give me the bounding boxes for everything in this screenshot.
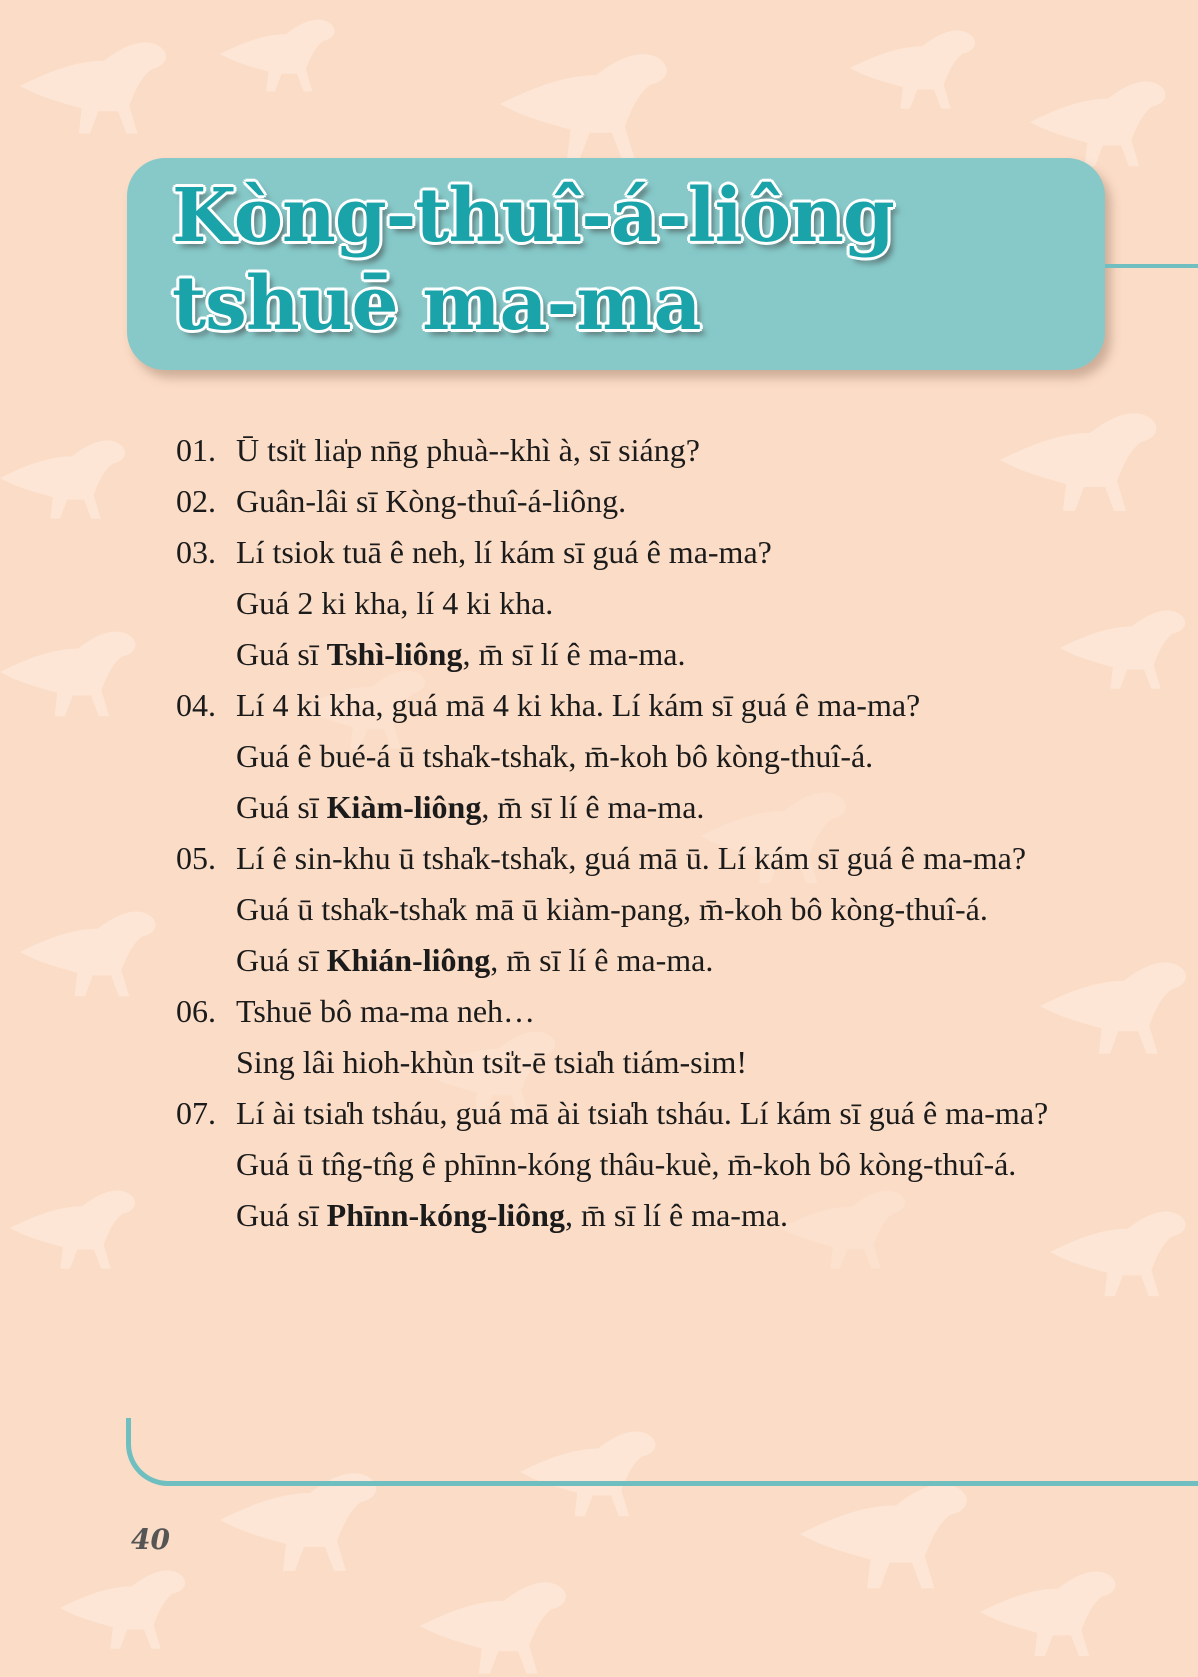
text-segment: Lí tsiok tuā ê neh, lí kám sī guá ê ma-ma? <box>236 534 772 570</box>
list-item <box>176 986 1090 1088</box>
item-body <box>236 476 1090 527</box>
text-segment: Guá ū tsha̍k-tsha̍k mā ū kiàm-pang, m̄-koh bô kòng-thuî-á. <box>236 891 988 927</box>
item-number: 07. <box>176 1095 216 1131</box>
title-accent-line <box>1105 264 1198 268</box>
dialogue-line <box>236 731 1090 782</box>
list-item <box>176 425 1090 476</box>
text-segment: , m̄ sī lí ê ma-ma. <box>481 789 705 825</box>
dialogue-line <box>236 1190 1090 1241</box>
text-segment: Sing lâi hioh-khùn tsi̍t-ē tsia̍h tiám-sim! <box>236 1044 748 1080</box>
text-segment: Guân-lâi sī Kòng-thuî-á-liông. <box>236 483 627 519</box>
dinosaur-name: Tshì-liông <box>326 636 463 672</box>
text-segment: Lí ài tsia̍h tsháu, guá mā ài tsia̍h tsháu. Lí kám sī guá ê ma-ma? <box>236 1095 1049 1131</box>
text-segment: Guá sī <box>236 1197 327 1233</box>
dinosaur-name: Khián-liông <box>326 942 491 978</box>
dialogue-line <box>236 629 1090 680</box>
item-number: 03. <box>176 534 216 570</box>
dialogue-line <box>236 935 1090 986</box>
dialogue-list <box>176 425 1090 1241</box>
text-segment: Tshuē bô ma-ma neh… <box>236 993 536 1029</box>
page-title: Kòng-thuî-á-liông tshuē ma-ma <box>172 173 894 347</box>
text-segment: Guá ū tn̂g-tn̂g ê phīnn-kóng thâu-kuè, m̄-koh bô kòng-thuî-á. <box>236 1146 1017 1182</box>
item-number: 06. <box>176 993 216 1029</box>
item-body <box>236 1088 1090 1241</box>
dialogue-line <box>236 782 1090 833</box>
text-segment: Guá sī <box>236 636 327 672</box>
text-segment: Guá sī <box>236 942 327 978</box>
dialogue-line <box>236 680 1090 731</box>
dialogue-line <box>236 833 1090 884</box>
item-number: 05. <box>176 840 216 876</box>
dialogue-line <box>236 425 1090 476</box>
page-number: 40 <box>131 1523 170 1556</box>
dialogue-line <box>236 1037 1090 1088</box>
item-body <box>236 680 1090 833</box>
text-segment: Guá 2 ki kha, lí 4 ki kha. <box>236 585 554 621</box>
dialogue-line <box>236 884 1090 935</box>
list-item <box>176 527 1090 680</box>
item-number: 02. <box>176 483 216 519</box>
dinosaur-name: Kiàm-liông <box>326 789 482 825</box>
dialogue-line <box>236 1088 1090 1139</box>
text-segment: , m̄ sī lí ê ma-ma. <box>490 942 714 978</box>
bottom-accent-line <box>126 1418 1198 1486</box>
item-body <box>236 527 1090 680</box>
dialogue-line <box>236 986 1090 1037</box>
list-item <box>176 1088 1090 1241</box>
text-segment: Guá sī <box>236 789 327 825</box>
text-segment: Ū tsi̍t lia̍p nn̄g phuà--khì à, sī siáng? <box>236 432 700 468</box>
item-number: 04. <box>176 687 216 723</box>
list-item <box>176 476 1090 527</box>
text-segment: , m̄ sī lí ê ma-ma. <box>564 1197 789 1233</box>
text-segment: , m̄ sī lí ê ma-ma. <box>462 636 686 672</box>
dialogue-line <box>236 578 1090 629</box>
text-segment: Lí 4 ki kha, guá mā 4 ki kha. Lí kám sī guá ê ma-ma? <box>236 687 921 723</box>
dialogue-line <box>236 527 1090 578</box>
dialogue-line <box>236 476 1090 527</box>
list-item <box>176 680 1090 833</box>
item-body <box>236 833 1090 986</box>
list-item <box>176 833 1090 986</box>
text-segment: Lí ê sin-khu ū tsha̍k-tsha̍k, guá mā ū. Lí kám sī guá ê ma-ma? <box>236 840 1027 876</box>
dinosaur-name: Phīnn-kóng-liông <box>326 1197 565 1233</box>
item-number: 01. <box>176 432 216 468</box>
item-body <box>236 425 1090 476</box>
dialogue-line <box>236 1139 1090 1190</box>
text-segment: Guá ê bué-á ū tsha̍k-tsha̍k, m̄-koh bô kòng-thuî-á. <box>236 738 874 774</box>
item-body <box>236 986 1090 1088</box>
